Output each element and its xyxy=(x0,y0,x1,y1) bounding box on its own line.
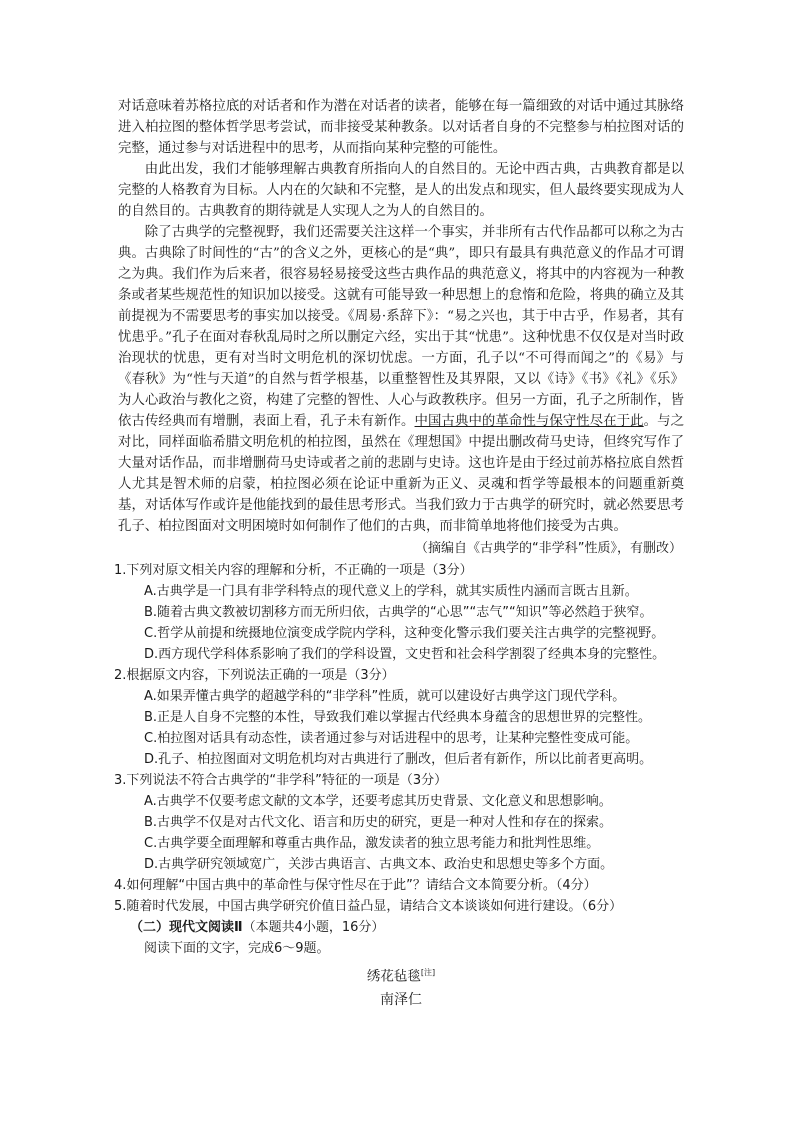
page-content xyxy=(114,96,685,1011)
story-title xyxy=(118,962,684,988)
section-score-note: （本题共4小题，16分） xyxy=(242,920,385,935)
option-c: C.柏拉图对话具有动态性，读者通过参与对话进程中的思考，让某种完整性变成可能。 xyxy=(144,731,639,746)
option-a: A.如果弄懂古典学的超越学科的“非学科”性质，就可以建设好古典学这门现代学科。 xyxy=(144,689,626,704)
question-3 xyxy=(114,770,684,875)
option-d: D.孔子、柏拉图面对文明危机均对古典进行了删改，但后者有新作，所以比前者更高明。 xyxy=(144,752,653,767)
underlined-key-sentence: 中国古典中的革命性与保守性尽在于此 xyxy=(414,414,644,429)
story-author: 南泽仁 xyxy=(380,991,422,1008)
question-list xyxy=(114,560,684,917)
question-stem: 1.下列对原文相关内容的理解和分析，不正确的一项是（3分） xyxy=(114,563,473,578)
question-stem: 4.如何理解“中国古典中的革命性与保守性尽在于此”？请结合文本简要分析。（4分） xyxy=(114,878,597,893)
question-5 xyxy=(114,896,684,917)
question-stem: 5.随着时代发展，中国古典学研究价值日益凸显，请结合文本谈谈如何进行建设。（6分） xyxy=(114,899,623,914)
option-d: D.西方现代学科体系影响了我们的学科设置，文史哲和社会科学割裂了经典本身的完整性。 xyxy=(144,647,666,662)
question-1 xyxy=(114,560,684,665)
passage-paragraph-3 xyxy=(118,222,684,537)
question-stem: 3.下列说法不符合古典学的“非学科”特征的一项是（3分） xyxy=(114,773,448,788)
paragraph-3-text-a: 除了古典学的完整视野，我们还需要关注这样一个事实，并非所有古代作品都可以称之为古典。古典除了时间性的“古”的含义之外，更核心的是“典”，即只有最具有典范意义的作品才可谓之为典。我们作为后来者，很容易轻易接受这些古典作品的典范意义，将其中的内容视为一种教条或者某些规范性的知识加以接受。这就有可能导致一种思想上的怠惰和危险，将典的确立及其前提视为不需要思考的事实加以接受。《周易·系辞下》：“易之兴也，其于中古乎，作易者，其有忧患乎。”孔子在面对春秋乱局时之所以删定六经，实出于其“忧患”。这种忧患不仅仅是对当时政治现状的忧患，更有对当时文明危机的深切忧虑。一方面，孔子以“不可得而闻之”的《易》与《春秋》为“性与天道”的自然与哲学根基，以重整智性及其界限，又以《诗》《书》《礼》《乐》为人心政治与教化之资，构建了完整的智性、人心与政教秩序。但另一方面，孔子之所制作，皆依古传经典而有增删，表面上看，孔子未有新作。 xyxy=(118,225,684,429)
story-title-text: 绣花毡毯 xyxy=(366,968,421,985)
option-b: B.随着古典文教被切割移方而无所归依，古典学的“心思”“志气”“知识”等必然趋于狭窄。 xyxy=(144,605,653,620)
option-c: C.哲学从前提和统摄地位演变成学院内学科，这种变化警示我们要关注古典学的完整视野。 xyxy=(144,626,665,641)
question-2 xyxy=(114,665,684,770)
section-heading xyxy=(130,917,684,938)
passage-paragraph-1: 对话意味着苏格拉底的对话者和作为潜在对话者的读者，能够在每一篇细致的对话中通过其脉络进入柏拉图的整体哲学思考尝试，而非接受某种教条。以对话者自身的不完整参与柏拉图对话的完整，通过参与对话进程中的思考，从而指向某种完整的可能性。 xyxy=(118,99,684,156)
option-b: B.古典学不仅是对古代文化、语言和历史的研究，更是一种对人性和存在的探索。 xyxy=(144,815,613,830)
section-instruction: 阅读下面的文字，完成6～9题。 xyxy=(144,941,330,956)
option-c: C.古典学要全面理解和尊重古典作品，激发读者的独立思考能力和批判性思维。 xyxy=(144,836,600,851)
story-title-block xyxy=(118,962,684,1011)
paragraph-3-text-b: 。与之对比，同样面临希腊文明危机的柏拉图，虽然在《理想国》中提出删改荷马史诗，但终究写作了大量对话作品，而非增删荷马史诗或者之前的悲剧与史诗。这也许是由于经过前苏格拉底自然哲人尤其是智术师的启蒙，柏拉图必须在论证中重新为正义、灵魂和哲学等最根本的问题重新奠基，对话体写作或许是他能找到的最佳思考形式。当我们致力于古典学的研究时，就必然要思考孔子、柏拉图面对文明困境时如何制作了他们的古典，而非简单地将他们接受为古典。 xyxy=(118,414,685,534)
passage-source: （摘编自《古典学的“非学科”性质》，有删改） xyxy=(415,541,682,556)
question-4 xyxy=(114,875,684,896)
option-b: B.正是人自身不完整的本性，导致我们难以掌握古代经典本身蕴含的思想世界的完整性。 xyxy=(144,710,652,725)
passage-paragraph-2: 由此出发，我们才能够理解古典教育所指向人的自然目的。无论中西古典，古典教育都是以完整的人格教育为目标。人内在的欠缺和不完整，是人的出发点和现实，但人最终要实现成为人的自然目的。古典教育的期待就是人实现人之为人的自然目的。 xyxy=(118,162,684,219)
option-a: A.古典学是一门具有非学科特点的现代意义上的学科，就其实质性内涵而言既古且新。 xyxy=(144,584,638,599)
question-stem: 2.根据原文内容，下列说法正确的一项是（3分） xyxy=(114,668,395,683)
footnote-marker: [注] xyxy=(420,968,436,977)
section-title: （二）现代文阅读Ⅱ xyxy=(130,920,243,935)
option-d: D.古典学研究领域宽广，关涉古典语言、古典文本、政治史和思想史等多个方面。 xyxy=(144,857,614,872)
option-a: A.古典学不仅要考虑文献的文本学，还要考虑其历史背景、文化意义和思想影响。 xyxy=(144,794,612,809)
